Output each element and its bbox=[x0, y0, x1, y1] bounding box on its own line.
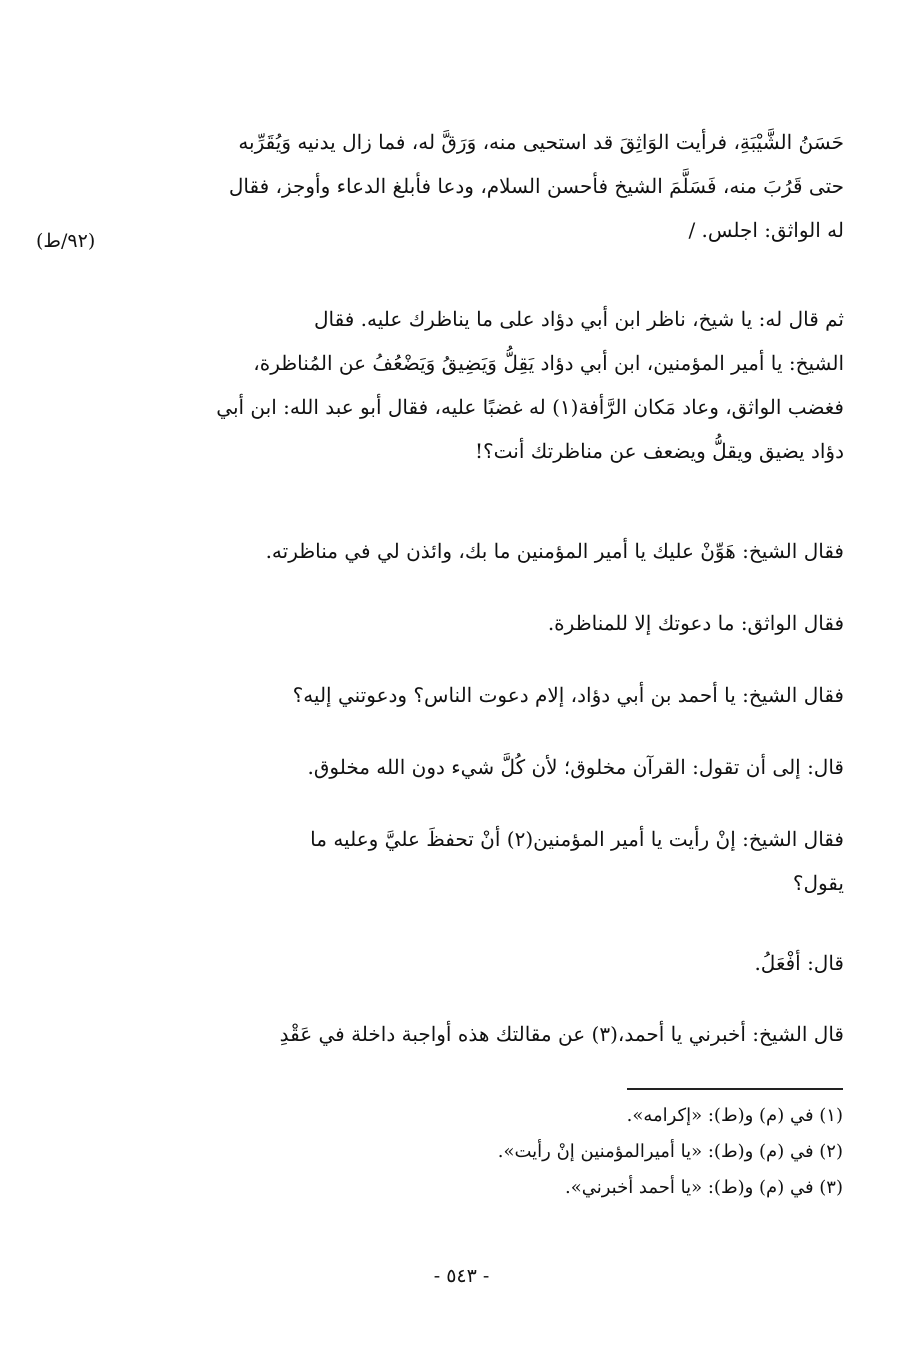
text-line: قال: إلى أن تقول: القرآن مخلوق؛ لأن كُلَّ شيء دون الله مخلوق. bbox=[307, 755, 844, 779]
text-line: ثم قال له: يا شيخ، ناظر ابن أبي دؤاد على ما يناظرك عليه. فقال bbox=[314, 307, 844, 331]
paragraph-3 bbox=[138, 529, 844, 573]
paragraph-7 bbox=[138, 817, 844, 905]
text-line: يقول؟ bbox=[792, 871, 844, 895]
text-line: له الواثق: اجلس. / bbox=[688, 218, 844, 242]
footnote-1: (١) في (م) و(ط): «إكرامه». bbox=[626, 1105, 843, 1126]
footnote-2: (٢) في (م) و(ط): «يا أميرالمؤمنين إنْ رأيت». bbox=[497, 1141, 843, 1162]
text-line: قال الشيخ: أخبرني يا أحمد،(٣) عن مقالتك هذه أواجبة داخلة في عَقْدِ bbox=[279, 1022, 844, 1046]
paragraph-8 bbox=[138, 941, 844, 985]
paragraph-2 bbox=[138, 297, 844, 473]
margin-manuscript-note: (٩٢/ط) bbox=[36, 230, 96, 252]
text-line: الشيخ: يا أمير المؤمنين، ابن أبي دؤاد يَقِلُّ وَيَضِيقُ وَيَضْعُفُ عن المُناظرة، bbox=[253, 351, 844, 375]
paragraph-6 bbox=[138, 745, 844, 789]
paragraph-1 bbox=[138, 120, 844, 252]
paragraph-9 bbox=[138, 1012, 844, 1056]
text-line: قال: أفْعَلُ. bbox=[754, 951, 844, 975]
text-line: فقال الشيخ: يا أحمد بن أبي دؤاد، إلام دعوت الناس؟ ودعوتني إليه؟ bbox=[292, 683, 844, 707]
text-line: حتى قَرُبَ منه، فَسَلَّمَ الشيخ فأحسن السلام، ودعا فأبلغ الدعاء وأوجز، فقال bbox=[228, 174, 844, 198]
text-line: حَسَنُ الشَّيْبَةِ، فرأيت الوَاثِقَ قد استحيى منه، وَرَقَّ له، فما زال يدنيه وَيُقَرِّبه bbox=[238, 130, 844, 154]
footnote-divider bbox=[627, 1088, 843, 1090]
text-line: فقال الواثق: ما دعوتك إلا للمناظرة. bbox=[547, 611, 844, 635]
footnote-3: (٣) في (م) و(ط): «يا أحمد أخبرني». bbox=[564, 1177, 843, 1198]
paragraph-5 bbox=[138, 673, 844, 717]
page-number: - ٥٤٣ - bbox=[433, 1265, 490, 1287]
paragraph-4 bbox=[138, 601, 844, 645]
text-line: فقال الشيخ: إنْ رأيت يا أمير المؤمنين(٢) أنْ تحفظَ عليَّ وعليه ما bbox=[310, 827, 844, 851]
text-line: فغضب الواثق، وعاد مَكان الرَّأفة(١) له غضبًا عليه، فقال أبو عبد الله: ابن أبي bbox=[216, 395, 844, 419]
footnotes bbox=[300, 1098, 843, 1206]
text-line: فقال الشيخ: هَوِّنْ عليك يا أمير المؤمنين ما بك، وائذن لي في مناظرته. bbox=[265, 539, 844, 563]
text-line: دؤاد يضيق ويقلُّ ويضعف عن مناظرتك أنت؟! bbox=[475, 439, 844, 463]
